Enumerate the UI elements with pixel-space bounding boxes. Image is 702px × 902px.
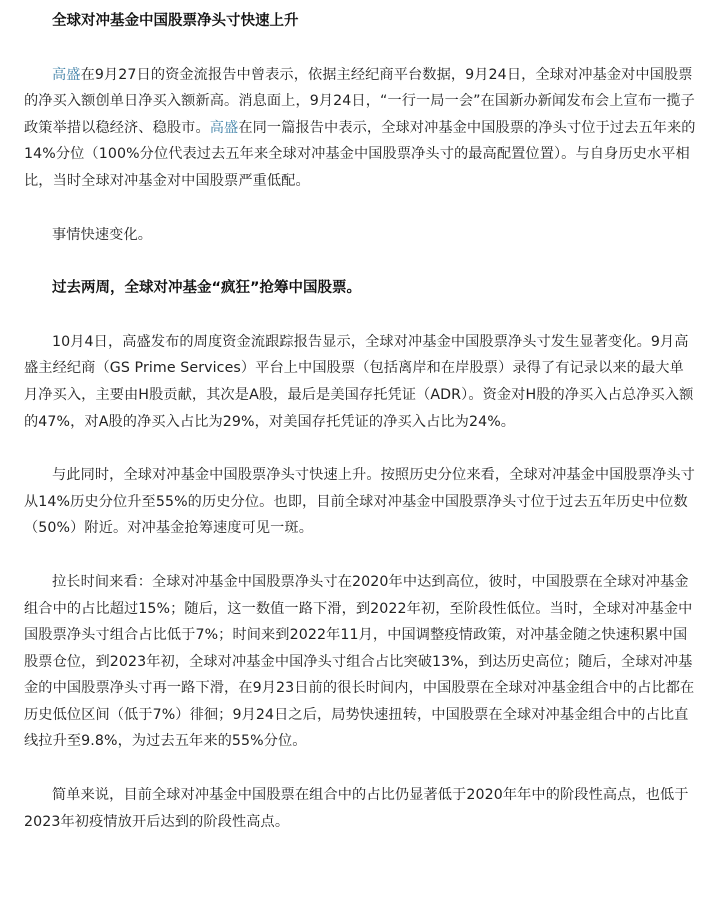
goldman-link-2[interactable]: 高盛 (209, 119, 239, 136)
section-heading-net-position: 全球对冲基金中国股票净头寸快速上升 (52, 13, 299, 29)
paragraph-weekly-flow: 10月4日，高盛发布的周度资金流跟踪报告显示，全球对冲基金中国股票净头寸发生显著变化。9月高盛主经纪商（GS Prime Services）平台上中国股票（包括离岸和在岸股票）录得了有记录以来的最大单月净买入，主要由H股贡献，其次是A股，最后是美国存托凭证（ADR）。资金对H股的净买入占总净买入额的47%，对A股的净买入占比为29%，对美国存托凭证的净买入占比为24%。 (24, 333, 694, 430)
paragraph-quick-change: 事情快速变化。 (52, 226, 153, 243)
paragraph-goldman-report (24, 62, 696, 195)
paragraph-goldman-text-2: 在同一篇报告中表示，全球对冲基金中国股票的净头寸位于过去五年来的14%分位（100%分位代表过去五年来全球对冲基金中国股票净头寸的最高配置位置）。与自身历史水平相比，当时全球对冲基金对中国股票严重低配。 (24, 119, 696, 189)
paragraph-goldman-text-1: 在9月27日的资金流报告中曾表示，依据主经纪商平台数据，9月24日，全球对冲基金对中国股票的净买入额创单日净买入额新高。消息面上，9月24日，“一行一局一会”在国新办新闻发布会上宣布一揽子政策举措以稳经济、稳股市。 (24, 66, 695, 136)
paragraph-summary: 简单来说，目前全球对冲基金中国股票在组合中的占比仍显著低于2020年年中的阶段性高点，也低于2023年初疫情放开后达到的阶段性高点。 (24, 787, 689, 830)
goldman-link-1[interactable]: 高盛 (52, 66, 81, 83)
section-heading-buying-spree: 过去两周，全球对冲基金“疯狂”抢筹中国股票。 (52, 280, 362, 297)
paragraph-long-term-history: 拉长时间来看：全球对冲基金中国股票净头寸在2020年中达到高位，彼时，中国股票在全球对冲基金组合中的占比超过15%；随后，这一数值一路下滑，到2022年初，至阶段性低位。当时，全球对冲基金中国股票净头寸组合占比低于7%；时间来到2022年11月，中国调整疫情政策，对冲基金随之快速积累中国股票仓位，到2023年初，全球对冲基金中国净头寸组合占比突破13%，到达历史高位；随后，全球对冲基金的中国股票净头寸再一路下滑，在9月23日前的很长时间内，中国股票在全球对冲基金组合中的占比都在历史低位区间（低于7%）徘徊；9月24日之后，局势快速扭转，中国股票在全球对冲基金组合中的占比直线拉升至9.8%，为过去五年来的55%分位。 (24, 573, 695, 750)
paragraph-percentile-rise: 与此同时，全球对冲基金中国股票净头寸快速上升。按照历史分位来看，全球对冲基金中国股票净头寸从14%历史分位升至55%的历史分位。也即，目前全球对冲基金中国股票净头寸位于过去五年历史中位数（50%）附近。对冲基金抢筹速度可见一斑。 (24, 467, 695, 537)
article-body (24, 0, 696, 835)
